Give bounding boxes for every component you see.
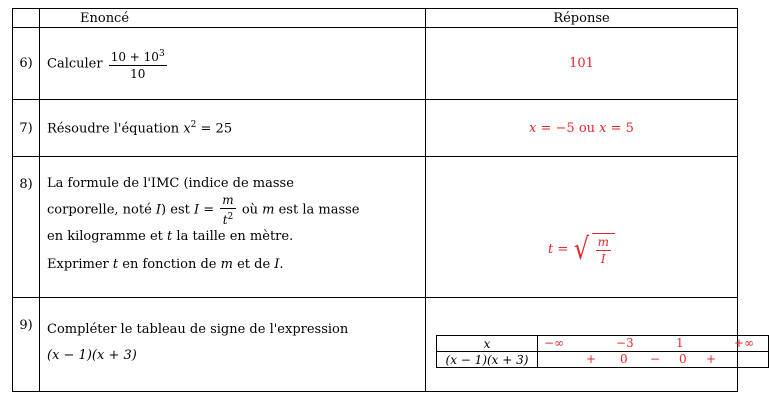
sign-value: − [650, 352, 661, 366]
question-line: Compléter le tableau de signe de l'expression [47, 322, 349, 337]
sign-value: + [586, 352, 597, 366]
text-part: où [237, 202, 263, 218]
row-6 [13, 28, 738, 100]
row-9 [13, 298, 738, 392]
row-number: 6) [13, 28, 40, 100]
math-var: m [262, 202, 275, 218]
fraction-numerator: 10 + 10 [110, 49, 159, 64]
answer-var: x [529, 120, 537, 136]
x-value: −∞ [544, 336, 565, 350]
equation-variable: x [183, 121, 191, 137]
sign-table-signs [538, 352, 769, 368]
question-text: Calculer [47, 56, 103, 71]
exponent: 3 [158, 48, 165, 59]
sign-value: 0 [679, 352, 687, 366]
text-part: Exprimer [47, 257, 113, 272]
sign-table-expression-row [437, 352, 769, 368]
sign-table [436, 335, 769, 368]
answer-8 [426, 157, 738, 298]
fraction-denominator: I [600, 252, 606, 266]
header-reponse: Réponse [426, 9, 738, 28]
question-line [47, 255, 425, 274]
x-value: 1 [676, 336, 684, 350]
question-8 [40, 157, 426, 298]
header-enonce: Enoncé [40, 9, 426, 28]
fraction-numerator: m [597, 235, 609, 249]
exercise-table [12, 8, 755, 392]
square-root [572, 233, 615, 266]
question-line [47, 227, 425, 246]
question-7 [40, 100, 426, 157]
question-line: La formule de l'IMC (indice de masse [47, 176, 294, 191]
math-var: I [193, 202, 200, 218]
row-number: 8) [13, 157, 40, 298]
text-part: = [199, 202, 219, 218]
sign-table-x-label: x [437, 336, 538, 352]
math-var: t [167, 229, 173, 244]
fraction-denominator: 10 [130, 66, 146, 81]
row-7 [13, 100, 738, 157]
radical-sign: √ [574, 231, 590, 267]
exponent: 2 [227, 212, 234, 222]
exponent: 2 [190, 119, 197, 130]
header-num-cell [13, 9, 40, 28]
math-var: t [112, 257, 119, 272]
question-line [47, 193, 425, 227]
question-expression: (x − 1)(x + 3) [47, 348, 137, 363]
row-number: 7) [13, 100, 40, 157]
answer-7 [426, 100, 738, 157]
x-value: +∞ [734, 336, 755, 350]
fraction [109, 47, 167, 81]
math-var: m [220, 257, 233, 272]
fraction-denominator: t [222, 213, 228, 227]
sign-table-header-row [437, 336, 769, 352]
row-8 [13, 157, 738, 298]
math-var: I [155, 202, 162, 218]
answer-part: = −5 ou [536, 120, 600, 136]
answer-6: 101 [426, 28, 738, 100]
answer-9 [426, 298, 755, 392]
answer-part: = 5 [606, 120, 634, 136]
question-6 [40, 28, 426, 100]
header-row [13, 9, 738, 28]
sign-table-expression-label: (x − 1)(x + 3) [437, 352, 538, 368]
fraction-numerator: m [222, 193, 234, 207]
text-part: ) est [161, 202, 194, 218]
row-number: 9) [13, 298, 40, 392]
text-part: est la masse [274, 202, 360, 218]
text-part: en fonction de [118, 257, 221, 272]
text-part: corporelle, noté [47, 202, 156, 218]
question-9 [40, 298, 426, 392]
math-var: I [274, 257, 280, 272]
equation-rest: = 25 [196, 121, 233, 137]
sign-value: 0 [620, 352, 628, 366]
sign-table-x-values [538, 336, 769, 352]
fraction [596, 235, 611, 266]
answer-var: t [548, 242, 554, 257]
question-text: Résoudre l'équation [47, 121, 180, 137]
text-part: la taille en mètre. [172, 229, 294, 244]
text-part: en kilogramme et [47, 229, 168, 244]
answer-var: x [599, 120, 607, 136]
text-part: et de [232, 257, 275, 272]
sign-value: + [706, 352, 717, 366]
fraction [220, 193, 235, 227]
text-part: . [279, 257, 284, 272]
answer-part: = [553, 242, 573, 257]
x-value: −3 [616, 336, 634, 350]
